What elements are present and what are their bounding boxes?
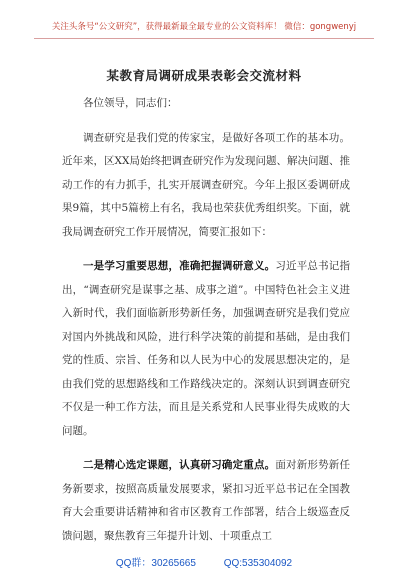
salutation: 各位领导，同志们：	[83, 97, 178, 109]
section-1-heading: 一是学习重要思想，准确把握调研意义。	[83, 260, 276, 272]
section-1-body: 习近平总书记指出，“调查研究是谋事之基、成事之道”。中国特色社会主义进入新时代，我们面临新形势新任务，加强调查研究是我们党应对国内外挑战和风险，进行科学决策的前提和基础，是由我们党的性质、宗旨、任务和以人民为中心的发展思想决定的，是由我们党的思想路线和工作路线决定的。深刻认识到调查研究不仅是一种工作方法，而且是关系党和人民事业得失成败的大问题。	[62, 260, 350, 437]
document-body	[62, 92, 350, 548]
header-banner: 关注头条号“公文研究”，获得最新最全最专业的公文资料库！ 微信：gongwenyj	[51, 22, 357, 32]
footer-contacts: QQ群：30265665 QQ:535304092	[115, 558, 293, 569]
document-title: 某教育局调研成果表彰会交流材料	[106, 68, 302, 83]
header-divider	[34, 38, 374, 39]
intro-paragraph: 调查研究是我们党的传家宝，是做好各项工作的基本功。近年来，区XX局始终把调查研究作为发现问题、解决问题、推动工作的有力抓手，扎实开展调查研究。今年上报区委调研成果9篇，其中5篇榜上有名，我局也荣获优秀组织奖。下面，就我局调查研究工作开展情况，简要汇报如下：	[62, 131, 350, 238]
section-2-body: 面对新形势新任务新要求，按照高质量发展要求，紧扣习近平总书记在全国教育大会重要讲话精神和省市区教育工作部署，结合上级巡查反馈问题，聚焦教育三年提升计划、十项重点工	[62, 459, 350, 542]
section-1-paragraph	[62, 255, 350, 443]
section-2-paragraph	[62, 454, 350, 548]
section-2-heading: 二是精心选定课题，认真研习确定重点。	[83, 459, 276, 471]
